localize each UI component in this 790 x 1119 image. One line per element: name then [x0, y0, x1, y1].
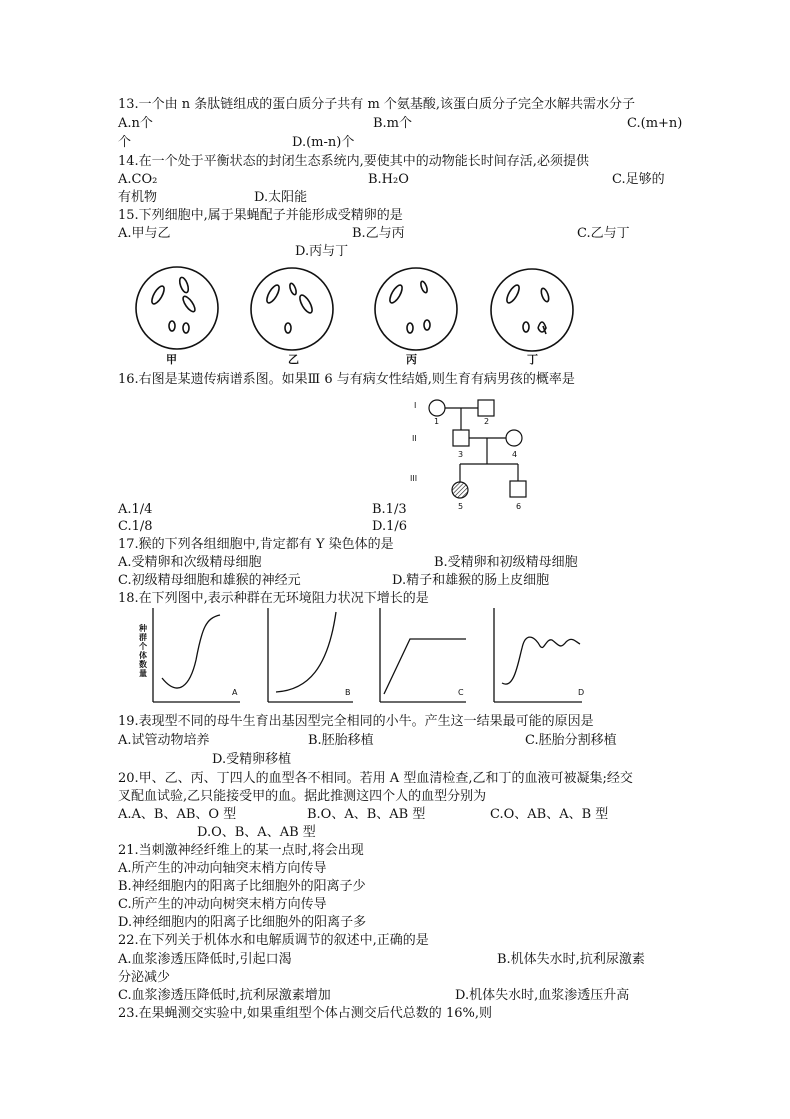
cell-jia	[136, 267, 218, 349]
q22-option-a: A.血浆渗透压降低时,引起口渴	[118, 952, 292, 967]
q18-stem: 18.在下列图中,表示种群在无环境阻力状况下增长的是	[118, 591, 429, 606]
q21-option-b: B.神经细胞内的阳离子比细胞外的阳离子少	[118, 879, 366, 894]
q14-option-c: C.足够的	[612, 172, 665, 187]
q17-option-c: C.初级精母细胞和雄猴的神经元	[118, 573, 301, 588]
q20-option-a: A.A、B、AB、O 型	[118, 807, 237, 822]
growth-graph-b	[268, 608, 353, 702]
q20-option-b: B.O、A、B、AB 型	[307, 807, 426, 822]
individual-label-4: 4	[512, 450, 518, 459]
q16-pedigree-chart	[410, 392, 540, 512]
individual-4-female	[506, 430, 522, 446]
growth-graph-label-d: D	[578, 688, 585, 697]
q20-stem-line2: 叉配血试验,乙只能接受甲的血。据此推测这四个人的血型分别为	[118, 789, 487, 804]
individual-label-3: 3	[458, 450, 464, 459]
q16-option-c: C.1/8	[118, 519, 153, 534]
q21-option-c: C.所产生的冲动向树突末梢方向传导	[118, 897, 327, 912]
q13-option-a: A.n个	[118, 116, 153, 131]
q16-option-b: B.1/3	[372, 502, 407, 517]
q20-option-d: D.O、B、A、AB 型	[197, 825, 316, 840]
generation-label-2: II	[412, 434, 417, 443]
q19-stem: 19.表现型不同的母牛生育出基因型完全相同的小牛。产生这一结果最可能的原因是	[118, 714, 594, 729]
individual-label-1: 1	[434, 417, 440, 426]
growth-graph-d	[494, 608, 585, 702]
cell-ding	[491, 269, 573, 351]
q20-option-c: C.O、AB、A、B 型	[490, 807, 609, 822]
q14-option-d: D.太阳能	[254, 190, 308, 205]
cell-bing	[375, 268, 457, 350]
q14-option-a: A.CO₂	[118, 172, 158, 187]
cell-label-jia: 甲	[166, 353, 177, 366]
cell-label-yi: 乙	[288, 353, 299, 366]
q16-option-a: A.1/4	[118, 502, 153, 517]
individual-5-affected-female	[452, 482, 468, 498]
individual-3-male	[453, 430, 469, 446]
q19-option-b: B.胚胎移植	[308, 733, 374, 748]
q21-stem: 21.当刺激神经纤维上的某一点时,将会出现	[118, 843, 364, 858]
q17-option-d: D.精子和雄猴的肠上皮细胞	[392, 573, 550, 588]
q15-stem: 15.下列细胞中,属于果蝇配子并能形成受精卵的是	[118, 208, 403, 223]
q16-option-d: D.1/6	[372, 519, 408, 534]
q22-option-b-continued: 分泌减少	[118, 970, 171, 985]
q13-stem: 13.一个由 n 条肽链组成的蛋白质分子共有 m 个氨基酸,该蛋白质分子完全水解共需水分子	[118, 97, 636, 112]
growth-graph-a	[153, 608, 240, 702]
growth-graph-label-b: B	[345, 688, 351, 697]
q15-option-a: A.甲与乙	[118, 226, 171, 241]
q15-option-d: D.丙与丁	[295, 244, 349, 259]
cell-yi	[251, 268, 333, 350]
q22-option-b: B.机体失水时,抗利尿激素	[497, 952, 645, 967]
cell-label-bing: 丙	[406, 353, 417, 366]
individual-label-5: 5	[458, 502, 464, 511]
individual-2-male	[478, 400, 494, 416]
q22-stem: 22.在下列关于机体水和电解质调节的叙述中,正确的是	[118, 933, 429, 948]
individual-label-2: 2	[484, 417, 490, 426]
q13-option-c-continued: 个	[118, 135, 132, 150]
q18-ylabel: 种群个体数量	[139, 624, 147, 678]
q20-stem-line1: 20.甲、乙、丙、丁四人的血型各不相同。若用 A 型血清检查,乙和丁的血液可被凝集;经交	[118, 771, 633, 786]
q15-cell-figure	[130, 262, 590, 374]
generation-label-1: I	[414, 401, 417, 410]
growth-graph-label-c: C	[458, 688, 464, 697]
q17-option-a: A.受精卵和次级精母细胞	[118, 555, 262, 570]
q22-option-d: D.机体失水时,血浆渗透压升高	[455, 988, 630, 1003]
growth-graph-c	[380, 608, 466, 702]
q15-option-c: C.乙与丁	[577, 226, 630, 241]
cell-label-ding: 丁	[527, 353, 538, 366]
q14-option-b: B.H₂O	[368, 172, 409, 187]
q17-stem: 17.猴的下列各组细胞中,肯定都有 Y 染色体的是	[118, 537, 394, 552]
individual-1-female	[429, 400, 445, 416]
q13-option-d: D.(m-n)个	[292, 135, 355, 150]
individual-label-6: 6	[516, 502, 522, 511]
generation-label-3: III	[410, 474, 418, 483]
q21-option-a: A.所产生的冲动向轴突末梢方向传导	[118, 861, 327, 876]
q13-option-b: B.m个	[373, 116, 413, 131]
q14-option-c-continued: 有机物	[118, 190, 158, 205]
q15-option-b: B.乙与丙	[352, 226, 405, 241]
q21-option-d: D.神经细胞内的阳离子比细胞外的阳离子多	[118, 915, 367, 930]
q22-option-c: C.血浆渗透压降低时,抗利尿激素增加	[118, 988, 331, 1003]
q23-stem: 23.在果蝇测交实验中,如果重组型个体占测交后代总数的 16%,则	[118, 1006, 492, 1021]
q13-option-c: C.(m+n)	[627, 116, 683, 131]
q19-option-d: D.受精卵移植	[212, 752, 292, 767]
q19-option-a: A.试管动物培养	[118, 733, 210, 748]
growth-graph-label-a: A	[232, 688, 238, 697]
individual-6-male	[510, 481, 526, 497]
q14-stem: 14.在一个处于平衡状态的封闭生态系统内,要使其中的动物能长时间存活,必须提供	[118, 154, 589, 169]
q16-stem: 16.右图是某遗传病谱系图。如果Ⅲ 6 与有病女性结婚,则生育有病男孩的概率是	[118, 372, 575, 387]
q19-option-c: C.胚胎分割移植	[525, 733, 617, 748]
q17-option-b: B.受精卵和初级精母细胞	[434, 555, 578, 570]
q18-growth-curves	[148, 608, 628, 708]
